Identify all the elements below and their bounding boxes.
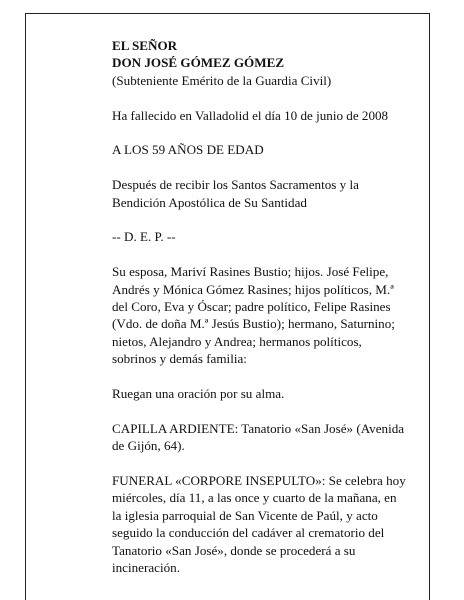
family-line: del Coro, Eva y Óscar; padre político, Felipe Rasines xyxy=(112,299,391,315)
family-line: (Vdo. de doña M.ª Jesús Bustio); hermano, Saturnino; xyxy=(112,316,395,332)
obituary-notice xyxy=(112,37,412,594)
family-line: Andrés y Mónica Gómez Rasines; hijos políticos, M.ª xyxy=(112,281,394,297)
chapel-paragraph xyxy=(112,420,412,455)
family-line: sobrinos y demás familia: xyxy=(112,351,247,367)
funeral-line: FUNERAL «CORPORE INSEPULTO»: Se celebra hoy xyxy=(112,473,406,489)
chapel-line: CAPILLA ARDIENTE: Tanatorio «San José» (Avenida xyxy=(112,420,405,436)
family-line: nietos, Alejandro y Andrea; hermanos políticos, xyxy=(112,333,362,349)
chapel-line: de Gijón, 64). xyxy=(112,438,185,454)
age-notice xyxy=(112,141,412,158)
funeral-line: la iglesia parroquial de San Vicente de Paúl, y acto xyxy=(112,507,378,523)
deceased-name: DON JOSÉ GÓMEZ GÓMEZ xyxy=(112,55,285,71)
age-text: A LOS 59 AÑOS DE EDAD xyxy=(112,142,264,158)
rip-text: -- D. E. P. -- xyxy=(112,229,176,245)
death-place-date: Ha fallecido en Valladolid el día 10 de junio de 2008 xyxy=(112,107,389,123)
funeral-line: Tanatorio «San José», donde se procederá a su xyxy=(112,542,356,558)
prayer-text: Ruegan una oración por su alma. xyxy=(112,386,285,402)
funeral-line: seguido la conducción del cadáver al crematorio del xyxy=(112,525,385,541)
sacraments-paragraph xyxy=(112,176,412,211)
family-paragraph xyxy=(112,263,412,367)
rip-paragraph xyxy=(112,228,412,245)
death-notice xyxy=(112,107,412,124)
family-line: Su esposa, Mariví Rasines Bustio; hijos. José Felipe, xyxy=(112,264,389,280)
sacraments-line: Bendición Apostólica de Su Santidad xyxy=(112,194,307,210)
funeral-line: incineración. xyxy=(112,560,180,576)
sacraments-line: Después de recibir los Santos Sacramentos y la xyxy=(112,177,359,193)
funeral-paragraph xyxy=(112,472,412,576)
funeral-line: miércoles, día 11, a las once y cuarto de la mañana, en xyxy=(112,490,397,506)
prayer-paragraph xyxy=(112,385,412,402)
deceased-title: EL SEÑOR xyxy=(112,38,178,53)
deceased-rank: (Subteniente Emérito de la Guardia Civil) xyxy=(112,72,332,88)
deceased-header xyxy=(112,37,412,89)
